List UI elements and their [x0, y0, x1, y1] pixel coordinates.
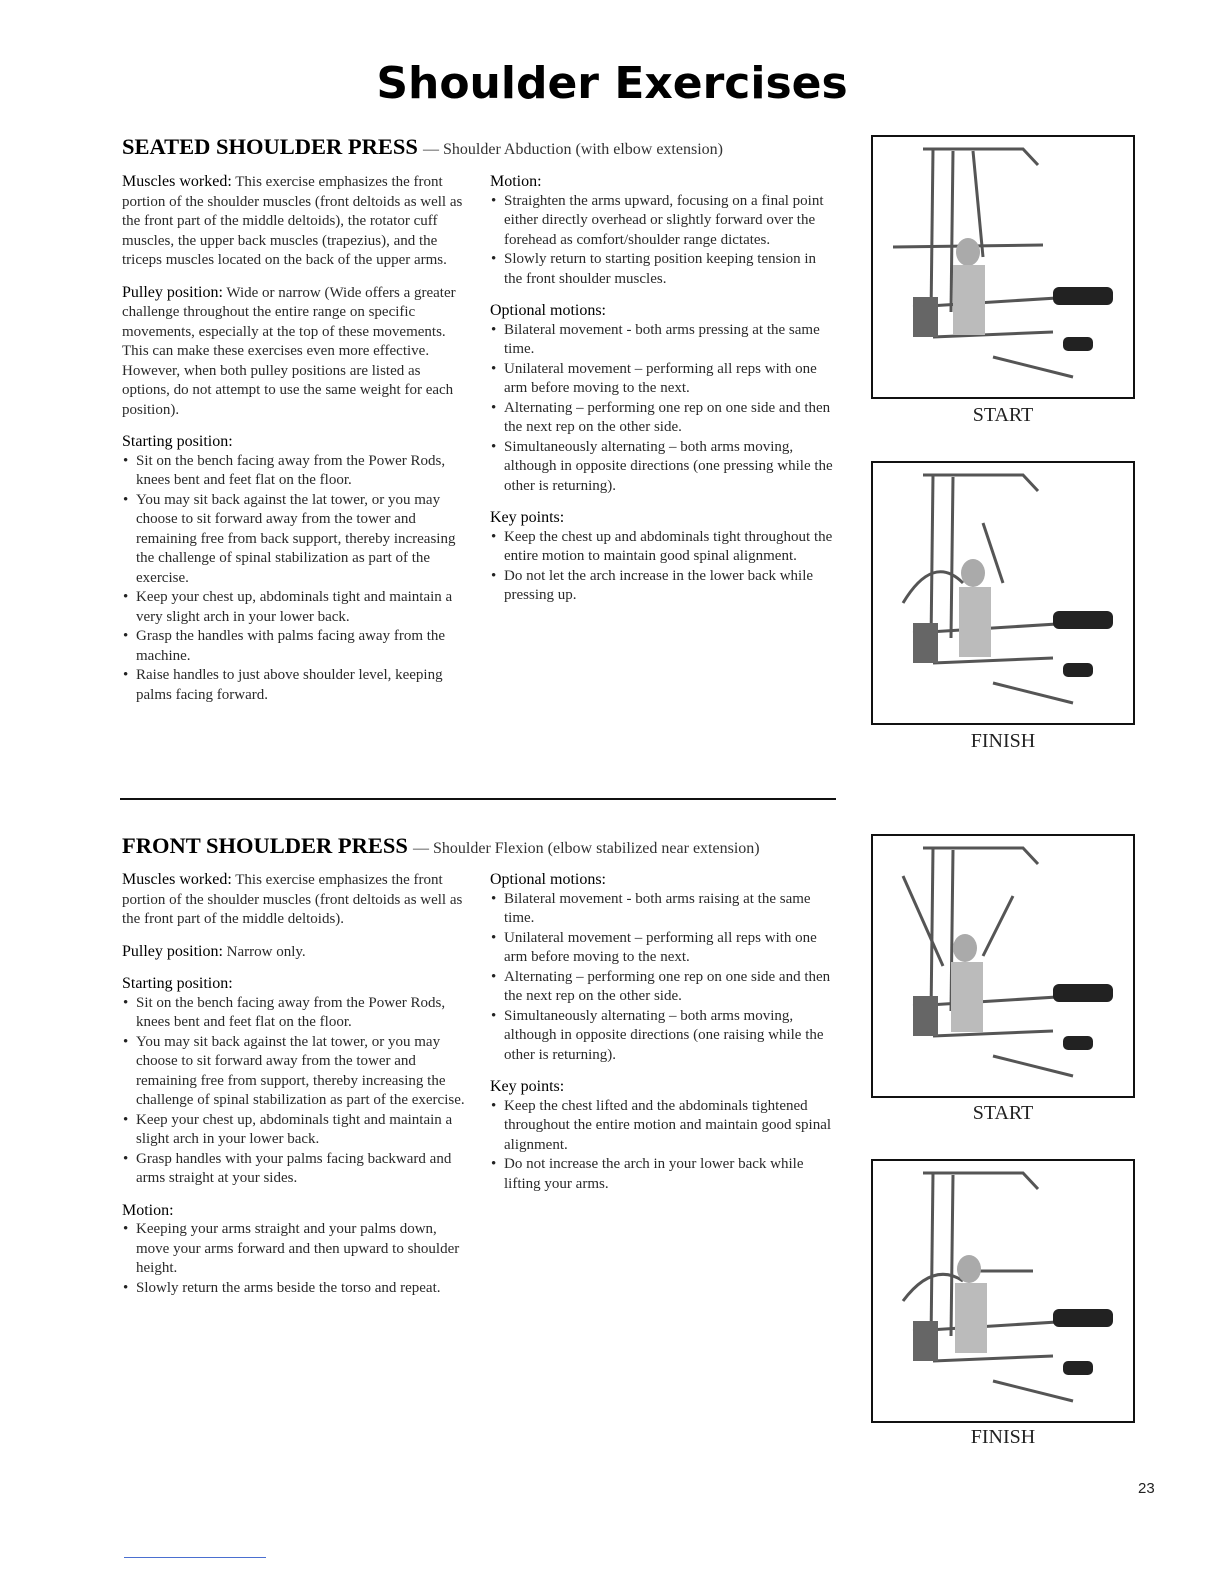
gym-machine-icon	[873, 836, 1133, 1096]
front-muscles-text: This exercise emphasizes the front portion of the shoulder muscles (front deltoids as well as the front part of the middle deltoids).	[122, 872, 463, 927]
seated-starting-label: Starting position:	[122, 433, 233, 450]
list-item: • Bilateral movement - both arms raising at the same time.	[490, 890, 838, 929]
front-motion-label: Motion:	[122, 1201, 174, 1219]
list-item: • Raise handles to just above shoulder level, keeping palms facing forward.	[122, 666, 472, 705]
seated-start-caption: START	[972, 404, 1034, 426]
front-pulley-text: Narrow only.	[226, 943, 306, 960]
front-left-column	[122, 870, 472, 1310]
section-divider	[120, 798, 836, 800]
front-starting-label: Starting position:	[122, 975, 233, 992]
seated-finish-caption: FINISH	[970, 730, 1036, 752]
list-item: • Unilateral movement – performing all reps with one arm before moving to the next.	[490, 929, 838, 968]
front-muscles	[122, 870, 472, 930]
seated-pulley-label: Pulley position:	[122, 283, 223, 301]
front-finish-caption: FINISH	[970, 1426, 1036, 1448]
seated-muscles-text: This exercise emphasizes the front portion of the shoulder muscles (front deltoids as well as the front part of the middle deltoids), the rotator cuff muscles, the upper back muscles (trapezius), and the triceps muscles located on the back of the upper arms.	[122, 174, 463, 268]
front-press-subtitle: — Shoulder Flexion (elbow stabilized near extension)	[413, 840, 760, 857]
list-item: • Keep the chest lifted and the abdominals tightened throughout the entire motion and maintain good spinal alignment.	[490, 1097, 838, 1156]
footer-rule	[124, 1557, 266, 1558]
list-item: • Alternating – performing one rep on one side and then the next rep on the other side.	[490, 968, 838, 1007]
gym-machine-icon	[873, 137, 1133, 397]
seated-optional-list	[490, 321, 838, 497]
gym-machine-icon	[873, 463, 1133, 723]
front-key-label: Key points:	[490, 1078, 565, 1095]
front-right-column	[490, 870, 838, 1206]
seated-motion-list	[490, 192, 838, 290]
list-item: • Unilateral movement – performing all reps with one arm before moving to the next.	[490, 360, 838, 399]
seated-motion-label: Motion:	[490, 173, 542, 190]
list-item: • Keep your chest up, abdominals tight and maintain a slight arch in your lower back.	[122, 1111, 472, 1150]
front-start-caption: START	[972, 1102, 1034, 1124]
front-finish-illustration	[871, 1159, 1135, 1423]
front-start-illustration	[871, 834, 1135, 1098]
seated-finish-illustration	[871, 461, 1135, 725]
list-item: • Bilateral movement - both arms pressing at the same time.	[490, 321, 838, 360]
seated-key-list	[490, 528, 838, 606]
list-item: • Keep your chest up, abdominals tight and maintain a very slight arch in your lower back.	[122, 588, 472, 627]
page-title: Shoulder Exercises	[376, 58, 848, 109]
front-pulley-label: Pulley position:	[122, 942, 223, 960]
seated-optional-label: Optional motions:	[490, 302, 606, 319]
seated-muscles-label: Muscles worked:	[122, 173, 232, 190]
front-muscles-label: Muscles worked:	[122, 871, 232, 888]
list-item: • Slowly return the arms beside the torso and repeat.	[122, 1279, 472, 1299]
seated-pulley-text: Wide or narrow (Wide offers a greater challenge throughout the entire range on specific movements, especially at the top of these movements. This can make these exercises even more effective. However, when both pulley positions are listed as options, do not attempt to use the same weight for each position).	[122, 284, 456, 418]
list-item: • Sit on the bench facing away from the Power Rods, knees bent and feet flat on the floor.	[122, 452, 472, 491]
list-item: • Alternating – performing one rep on one side and then the next rep on the other side.	[490, 399, 838, 438]
gym-machine-icon	[873, 1161, 1133, 1421]
front-optional-label: Optional motions:	[490, 871, 606, 888]
seated-muscles	[122, 172, 472, 271]
list-item: • Do not increase the arch in your lower back while lifting your arms.	[490, 1155, 838, 1194]
front-pulley	[122, 942, 472, 963]
front-motion-list	[122, 1220, 472, 1298]
list-item: • Simultaneously alternating – both arms moving, although in opposite directions (one raising while the other is returning).	[490, 1007, 838, 1066]
front-starting-list	[122, 994, 472, 1189]
list-item: • Simultaneously alternating – both arms moving, although in opposite directions (one pressing while the other is returning).	[490, 438, 838, 497]
front-key-list	[490, 1097, 838, 1195]
list-item: • You may sit back against the lat tower, or you may choose to sit forward away from the tower and remaining free from support, thereby increasing the challenge of spinal stabilization as part of the exercise.	[122, 1033, 472, 1111]
front-press-heading	[122, 833, 760, 859]
seated-right-column	[490, 172, 838, 618]
list-item: • Do not let the arch increase in the lower back while pressing up.	[490, 567, 838, 606]
page-number: 23	[1138, 1480, 1155, 1497]
list-item: • Keeping your arms straight and your palms down, move your arms forward and then upward to shoulder height.	[122, 1220, 472, 1279]
seated-start-illustration	[871, 135, 1135, 399]
seated-pulley	[122, 283, 472, 421]
seated-press-subtitle: — Shoulder Abduction (with elbow extension)	[423, 141, 723, 158]
seated-starting-list	[122, 452, 472, 706]
list-item: • Grasp handles with your palms facing backward and arms straight at your sides.	[122, 1150, 472, 1189]
list-item: • Grasp the handles with palms facing away from the machine.	[122, 627, 472, 666]
seated-press-title: SEATED SHOULDER PRESS	[122, 134, 418, 159]
list-item: • Keep the chest up and abdominals tight throughout the entire motion to maintain good spinal alignment.	[490, 528, 838, 567]
list-item: • Slowly return to starting position keeping tension in the front shoulder muscles.	[490, 250, 838, 289]
list-item: • Sit on the bench facing away from the Power Rods, knees bent and feet flat on the floor.	[122, 994, 472, 1033]
front-optional-list	[490, 890, 838, 1066]
list-item: • You may sit back against the lat tower, or you may choose to sit forward away from the tower and remaining free from back support, thereby increasing the challenge of spinal stabilization as part of the exercise.	[122, 491, 472, 589]
front-press-title: FRONT SHOULDER PRESS	[122, 833, 408, 858]
seated-key-label: Key points:	[490, 509, 565, 526]
seated-press-heading	[122, 134, 723, 160]
list-item: • Straighten the arms upward, focusing on a final point either directly overhead or slightly forward over the forehead as comfort/shoulder range dictates.	[490, 192, 838, 251]
seated-left-column	[122, 172, 472, 717]
